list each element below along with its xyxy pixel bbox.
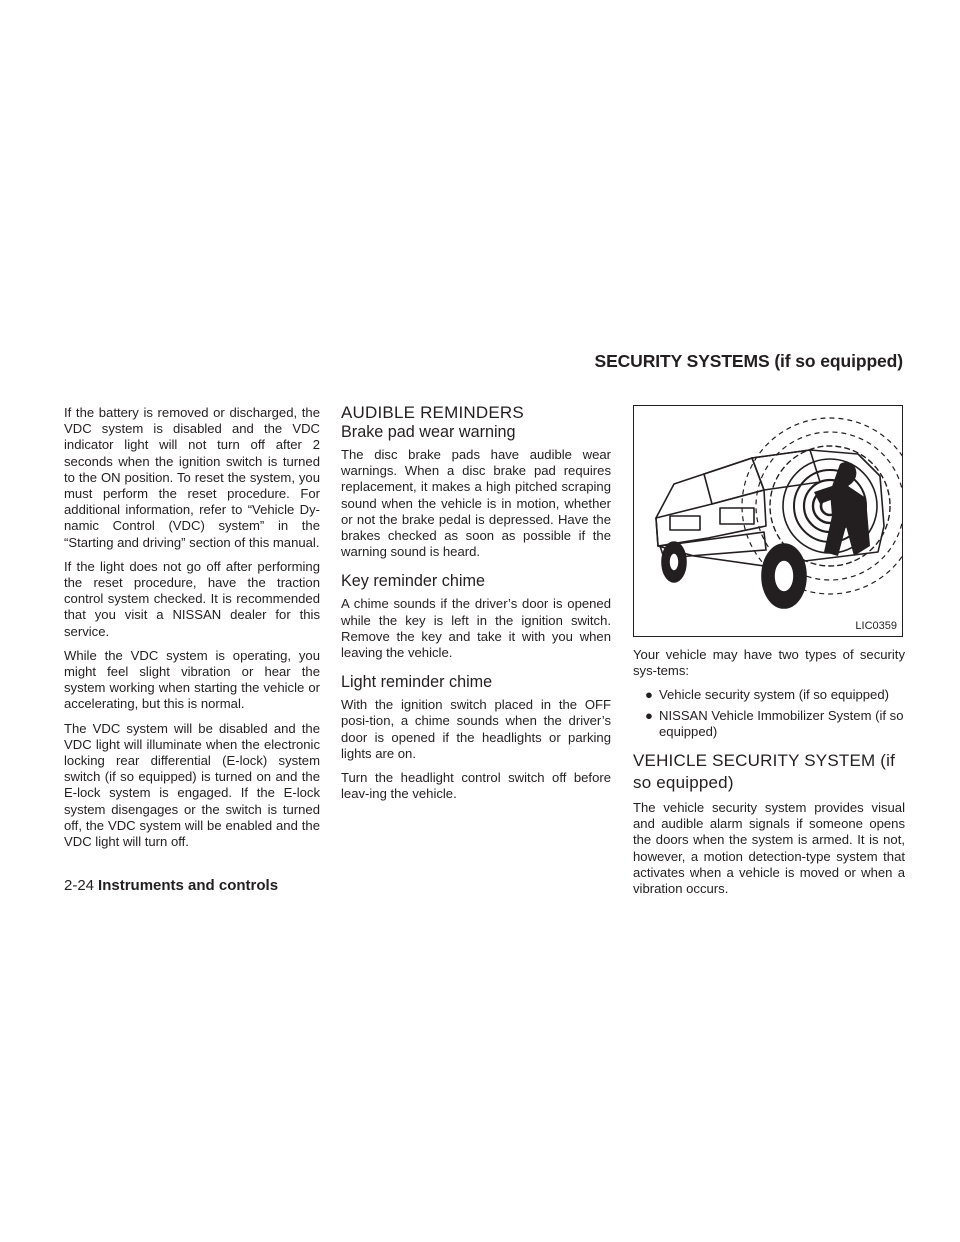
figure-code: LIC0359	[855, 619, 897, 632]
column-3	[633, 405, 905, 905]
vehicle-security-text: The vehicle security system provides visual and audible alarm signals if someone opens the doors when the system is armed. It is not, however, a motion detection-type system that activates when a vehicle is moved or when a vibration occurs.	[633, 800, 905, 897]
section-header: SECURITY SYSTEMS (if so equipped)	[594, 351, 903, 371]
security-intro: Your vehicle may have two types of security sys-tems:	[633, 647, 905, 679]
list-item-text: NISSAN Vehicle Immobilizer System (if so equipped)	[659, 707, 904, 739]
paragraph: If the battery is removed or discharged, the VDC system is disabled and the VDC indicator light will not turn off after 2 seconds when the ignition switch is turned to the ON position. To reset the system, you must perform the reset procedure. For additional information, refer to “Vehicle Dy-namic Control (VDC) system” in the “Starting and driving” section of this manual.	[64, 405, 320, 550]
light-reminder-heading: Light reminder chime	[341, 673, 493, 692]
light-reminder-text: Turn the headlight control switch off before leav-ing the vehicle.	[341, 770, 611, 802]
paragraph: The VDC system will be disabled and the VDC light will illuminate when the electronic locking rear differential (E-lock) system switch (if so equipped) is turned on and the E-lock system is engaged. If the E-lock system disengages or the switch is turned off, the VDC system will be enabled and the VDC light will turn off.	[64, 720, 320, 850]
paragraph: If the light does not go off after performing the reset procedure, have the traction control system checked. It is recommended that you visit a NISSAN dealer for this service.	[64, 558, 320, 639]
column-1	[64, 405, 320, 858]
brake-pad-heading: Brake pad wear warning	[341, 423, 516, 441]
audible-reminders-heading: AUDIBLE REMINDERS	[341, 403, 524, 422]
light-reminder-text: With the ignition switch placed in the OFF posi-tion, a chime sounds when the driver’s door is opened if the headlights or parking lights are on.	[341, 697, 611, 761]
brake-pad-text: The disc brake pads have audible wear warnings. When a disc brake pad requires replacement, it makes a high pitched scraping sound when the vehicle is in motion, whether or not the brake pedal is depressed. Have the brakes checked as soon as possible if the warning sound is heard.	[341, 447, 611, 560]
paragraph: While the VDC system is operating, you might feel slight vibration or hear the system working when starting the vehicle or accelerating, but this is normal.	[64, 647, 320, 712]
security-types-list	[633, 687, 905, 740]
list-item-text: Vehicle security system (if so equipped)	[659, 687, 889, 703]
list-item	[645, 708, 905, 740]
key-reminder-text: A chime sounds if the driver’s door is opened while the key is left in the ignition switch. Remove the key and take it with you when leaving the vehicle.	[341, 596, 611, 661]
page-footer	[64, 877, 278, 894]
chapter-title: Instruments and controls	[98, 877, 279, 894]
list-item	[645, 687, 905, 703]
vehicle-security-heading: VEHICLE SECURITY SYSTEM (if so equipped)	[633, 751, 896, 793]
vehicle-alarm-illustration	[634, 406, 902, 636]
security-illustration	[633, 405, 903, 637]
bullet-icon: ●	[645, 687, 653, 703]
page-number: 2-24	[64, 877, 95, 894]
column-2	[341, 405, 611, 810]
bullet-icon: ●	[645, 707, 653, 723]
key-reminder-heading: Key reminder chime	[341, 572, 485, 591]
